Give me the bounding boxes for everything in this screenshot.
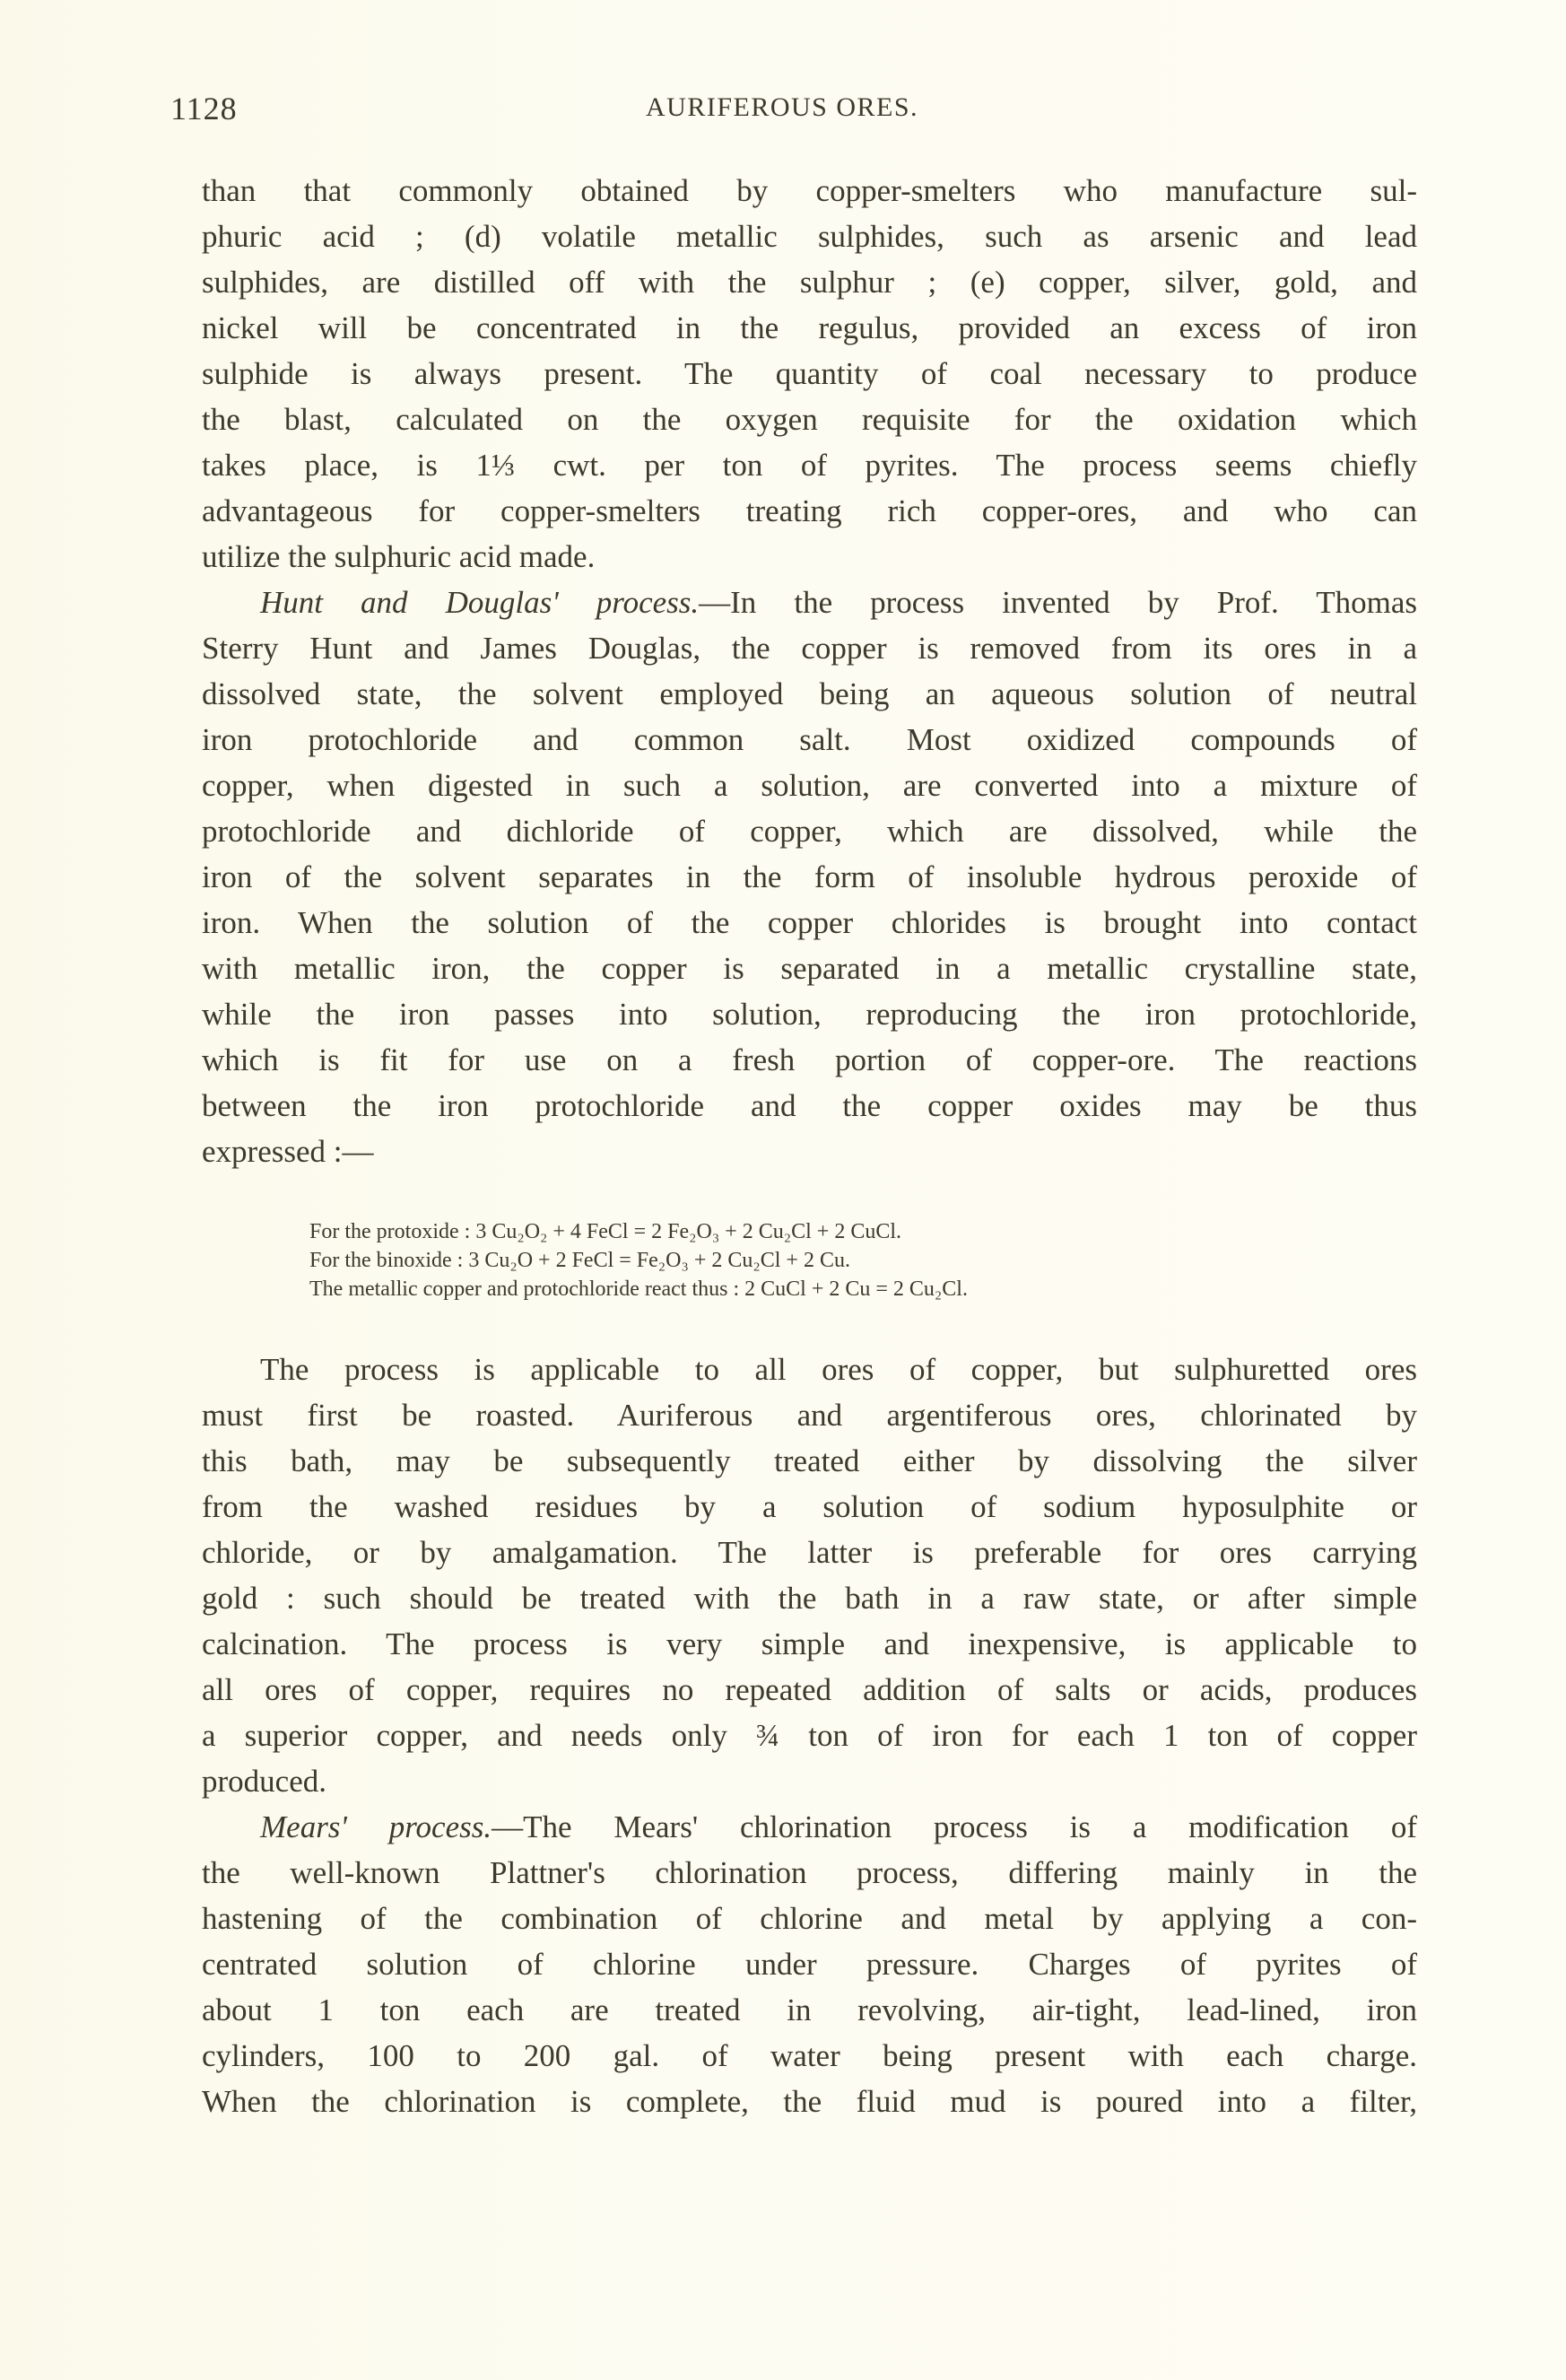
text-line: The process is applicable to all ores of copper, but sulphuretted ores xyxy=(260,1352,1417,1387)
text-line: produced. xyxy=(202,1764,326,1799)
text-line: Sterry Hunt and James Douglas, the copper is removed from its ores in a xyxy=(202,631,1417,666)
equation-formula: 3 Cu₂O₂ + 4 FeCl = 2 Fe₂O₃ + 2 Cu₂Cl + 2 CuCl. xyxy=(475,1220,902,1243)
text-line: sulphide is always present. The quantity of coal necessary to produce xyxy=(202,356,1417,391)
equation-label: For the binoxide : xyxy=(309,1249,464,1272)
equations-block xyxy=(202,1217,1417,1303)
equation-label: The metallic copper and protochloride react thus : xyxy=(309,1277,740,1301)
text-line: dissolved state, the solvent employed being an aqueous solution of neutral xyxy=(202,676,1417,711)
text-line: gold : such should be treated with the bath in a raw state, or after simple xyxy=(202,1581,1417,1616)
text-line: hastening of the combination of chlorine and metal by applying a con- xyxy=(202,1901,1417,1936)
running-head xyxy=(170,90,1426,135)
text-line: centrated solution of chlorine under pressure. Charges of pyrites of xyxy=(202,1947,1417,1982)
text-line: which is fit for use on a fresh portion of copper-ore. The reactions xyxy=(202,1042,1417,1077)
paragraph-mears xyxy=(202,1804,1417,2124)
text-line: with metallic iron, the copper is separated in a metallic crystalline state, xyxy=(202,951,1417,986)
text-line: cylinders, 100 to 200 gal. of water being present with each charge. xyxy=(202,2038,1417,2073)
equation xyxy=(309,1217,1417,1246)
text-line: phuric acid ; (d) volatile metallic sulphides, such as arsenic and lead xyxy=(202,219,1417,254)
text-line: while the iron passes into solution, reproducing the iron protochloride, xyxy=(202,997,1417,1032)
text-line: When the chlorination is complete, the fluid mud is poured into a filter, xyxy=(202,2084,1417,2119)
text-line: this bath, may be subsequently treated either by dissolving the silver xyxy=(202,1443,1417,1478)
page-number: 1128 xyxy=(170,91,238,126)
text-line: protochloride and dichloride of copper, which are dissolved, while the xyxy=(202,814,1417,849)
text-line: advantageous for copper-smelters treating rich copper-ores, and who can xyxy=(202,493,1417,528)
text-line: expressed :— xyxy=(202,1134,374,1169)
text-line: iron. When the solution of the copper chlorides is brought into contact xyxy=(202,905,1417,940)
text-line: than that commonly obtained by copper-smelters who manufacture sul- xyxy=(202,173,1417,208)
text-line: sulphides, are distilled off with the sulphur ; (e) copper, silver, gold, and xyxy=(202,265,1417,300)
text-line: the well-known Plattner's chlorination process, differing mainly in the xyxy=(202,1855,1417,1890)
text-line: a superior copper, and needs only ¾ ton of iron for each 1 ton of copper xyxy=(202,1718,1417,1753)
running-title: AURIFEROUS ORES. xyxy=(646,92,919,122)
equation-formula: 3 Cu₂O + 2 FeCl = Fe₂O₃ + 2 Cu₂Cl + 2 Cu. xyxy=(468,1249,850,1272)
paragraph-continuation xyxy=(202,168,1417,580)
text-run: —In the process invented by Prof. Thomas xyxy=(699,585,1417,620)
text-line: about 1 ton each are treated in revolving, air-tight, lead-lined, iron xyxy=(202,1992,1417,2027)
text-line: iron of the solvent separates in the form of insoluble hydrous peroxide of xyxy=(202,859,1417,894)
section-heading-hunt-douglas: Hunt and Douglas' process. xyxy=(260,585,700,620)
text-line: iron protochloride and common salt. Most oxidized compounds of xyxy=(202,722,1417,757)
equation xyxy=(309,1246,1417,1275)
text-line: all ores of copper, requires no repeated addition of salts or acids, produces xyxy=(202,1672,1417,1707)
section-heading-mears: Mears' process. xyxy=(260,1809,492,1844)
equation-formula: 2 CuCl + 2 Cu = 2 Cu₂Cl. xyxy=(744,1277,968,1301)
equation-label: For the protoxide : xyxy=(309,1220,471,1243)
text-line: from the washed residues by a solution of sodium hyposulphite or xyxy=(202,1489,1417,1524)
equation xyxy=(309,1275,1417,1303)
paragraph-hunt-douglas xyxy=(202,580,1417,1174)
text-line: chloride, or by amalgamation. The latter is preferable for ores carrying xyxy=(202,1535,1417,1570)
text-line: the blast, calculated on the oxygen requisite for the oxidation which xyxy=(202,402,1417,437)
text-line: utilize the sulphuric acid made. xyxy=(202,539,596,574)
text-run: —The Mears' chlorination process is a modification of xyxy=(492,1809,1417,1844)
text-line xyxy=(202,580,1417,625)
text-line: calcination. The process is very simple and inexpensive, is applicable to xyxy=(202,1626,1417,1661)
text-line xyxy=(202,1804,1417,1850)
text-line: nickel will be concentrated in the regulus, provided an excess of iron xyxy=(202,310,1417,345)
text-line: copper, when digested in such a solution, are converted into a mixture of xyxy=(202,768,1417,803)
paragraph-applicability xyxy=(202,1347,1417,1804)
body-text xyxy=(202,168,1417,2124)
text-line: takes place, is 1⅓ cwt. per ton of pyrites. The process seems chiefly xyxy=(202,448,1417,483)
text-line: must first be roasted. Auriferous and argentiferous ores, chlorinated by xyxy=(202,1398,1417,1433)
text-line: between the iron protochloride and the copper oxides may be thus xyxy=(202,1088,1417,1123)
